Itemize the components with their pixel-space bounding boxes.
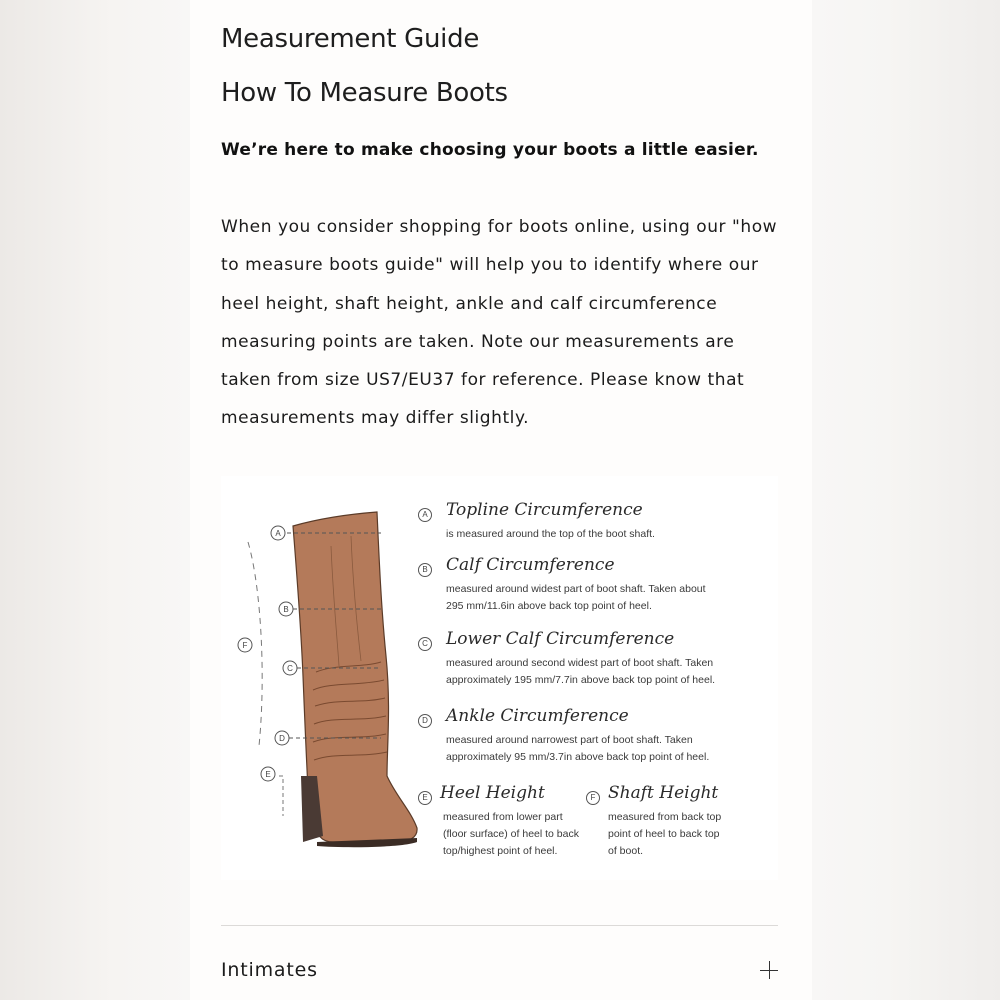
definition-label: Heel Height xyxy=(440,783,545,803)
lead-text: We’re here to make choosing your boots a little easier. xyxy=(221,140,759,160)
marker-c-text: C xyxy=(287,664,293,673)
plus-icon[interactable] xyxy=(760,961,778,979)
definition-desc: measured around second widest part of boot shaft. Taken xyxy=(446,657,714,669)
background-left xyxy=(0,0,190,1000)
definition-desc: of boot. xyxy=(608,845,644,857)
definition-label: Topline Circumference xyxy=(446,500,643,520)
accordion-intimates[interactable] xyxy=(221,945,778,997)
definition-label: Calf Circumference xyxy=(446,555,615,575)
body-text: When you consider shopping for boots online, using our "how to measure boots guide" will help you to identify where our heel height, shaft height, ankle and calf circumference measuring points are taken. Note our measurements are taken from size US7/EU37 for reference. Please know that measurements may differ slightly. xyxy=(221,217,778,429)
definition-label: Ankle Circumference xyxy=(446,706,629,726)
content-card xyxy=(190,0,812,1000)
section-divider xyxy=(221,925,778,926)
definition-desc: top/highest point of heel. xyxy=(443,845,558,857)
definition-desc: 295 mm/11.6in above back top point of heel. xyxy=(446,600,652,612)
definition-marker: B xyxy=(418,563,432,577)
marker-f-text: F xyxy=(242,641,248,650)
marker-e-text: E xyxy=(265,770,271,779)
marker-d-text: D xyxy=(279,734,285,743)
definition-desc: (floor surface) of heel to back xyxy=(443,828,579,840)
background-right xyxy=(812,0,1000,1000)
page-subtitle: How To Measure Boots xyxy=(221,78,508,108)
definition-marker: D xyxy=(418,714,432,728)
definition-marker: F xyxy=(586,791,600,805)
definition-desc: is measured around the top of the boot shaft. xyxy=(446,528,655,540)
definition-desc: approximately 195 mm/7.7in above back top point of heel. xyxy=(446,674,716,686)
definition-label: Lower Calf Circumference xyxy=(446,629,675,649)
definition-desc: measured around widest part of boot shaft. Taken about xyxy=(446,583,706,595)
definition-desc: measured from back top xyxy=(608,811,722,823)
definition-label: Shaft Height xyxy=(608,783,719,803)
definition-desc: approximately 95 mm/3.7in above back top point of heel. xyxy=(446,751,710,763)
definition-marker: A xyxy=(418,508,432,522)
marker-a-text: A xyxy=(275,529,281,538)
definition-marker: C xyxy=(418,637,432,651)
definition-desc: measured from lower part xyxy=(443,811,563,823)
boot-measurement-figure xyxy=(221,476,778,880)
heel-height-guide xyxy=(279,776,283,816)
definition-desc: point of heel to back top xyxy=(608,828,720,840)
definition-marker: E xyxy=(418,791,432,805)
marker-b-text: B xyxy=(283,605,289,614)
accordion-label: Intimates xyxy=(221,959,318,981)
definition-desc: measured around narrowest part of boot shaft. Taken xyxy=(446,734,693,746)
page-title: Measurement Guide xyxy=(221,24,480,54)
